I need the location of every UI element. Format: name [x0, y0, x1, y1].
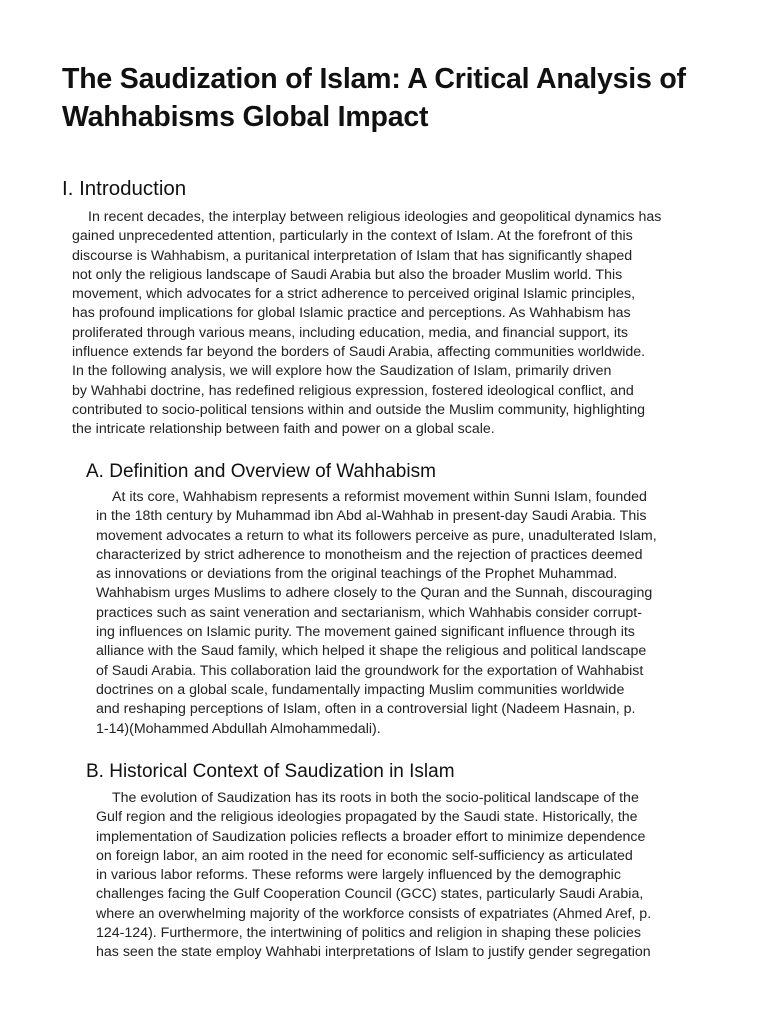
text-line: characterized by strict adherence to monotheism and the rejection of practices deemed	[96, 546, 643, 563]
text-line: in the 18th century by Muhammad ibn Abd al-Wahhab in present-day Saudi Arabia. This	[96, 508, 647, 525]
text-line: The evolution of Saudization has its roots in both the socio-political landscape of the	[112, 790, 639, 806]
text-line: doctrines on a global scale, fundamentally impacting Muslim communities worldwide	[96, 681, 625, 698]
historical-context-paragraph	[96, 789, 726, 963]
text-line: as innovations or deviations from the original teachings of the Prophet Muhammad.	[96, 566, 618, 583]
document-title	[62, 60, 742, 136]
text-line: challenges facing the Gulf Cooperation Council (GCC) states, particularly Saudi Arabia,	[96, 886, 644, 903]
text-line: by Wahhabi doctrine, has redefined religious expression, fostered ideological conflict, and	[72, 382, 634, 399]
text-line: movement advocates a return to what its followers perceive as pure, unadulterated Islam,	[96, 527, 657, 544]
text-line: movement, which advocates for a strict adherence to perceived original Islamic principles,	[72, 286, 636, 303]
section-heading-definition: A. Definition and Overview of Wahhabism	[86, 461, 436, 482]
section-heading-introduction: I. Introduction	[62, 177, 187, 200]
text-line: not only the religious landscape of Saudi Arabia but also the broader Muslim world. This	[72, 266, 623, 283]
text-line: Wahhabism urges Muslims to adhere closely to the Quran and the Sunnah, discouraging	[96, 585, 653, 602]
text-line: Gulf region and the religious ideologies propagated by the Saudi state. Historically, the	[96, 809, 638, 826]
text-line: contributed to socio-political tensions within and outside the Muslim community, highlighting	[72, 401, 646, 418]
text-line: the intricate relationship between faith and power on a global scale.	[72, 421, 495, 438]
text-line: In the following analysis, we will explore how the Saudization of Islam, primarily driven	[72, 363, 612, 380]
definition-paragraph	[96, 488, 726, 739]
text-line: alliance with the Saud family, which helped it shape the religious and political landscape	[96, 643, 647, 660]
introduction-paragraph	[72, 208, 722, 440]
text-line: on foreign labor, an aim rooted in the need for economic self-sufficiency as articulated	[96, 847, 633, 864]
section-heading-historical-context: B. Historical Context of Saudization in Islam	[86, 761, 455, 782]
text-line: of Saudi Arabia. This collaboration laid the groundwork for the exportation of Wahhabist	[96, 662, 644, 679]
text-line: 1-14)(Mohammed Abdullah Almohammedali).	[96, 720, 381, 737]
text-line: proliferated through various means, including education, media, and financial support, its	[72, 324, 629, 341]
text-line: has seen the state employ Wahhabi interpretations of Islam to justify gender segregation	[96, 944, 651, 961]
text-line: 124-124). Furthermore, the intertwining of politics and religion in shaping these policies	[96, 925, 641, 942]
text-line: influence extends far beyond the borders of Saudi Arabia, affecting communities worldwide.	[72, 344, 646, 361]
text-line: discourse is Wahhabism, a puritanical interpretation of Islam that has significantly shaped	[72, 247, 633, 264]
text-line: and reshaping perceptions of Islam, often in a controversial light (Nadeem Hasnain, p.	[96, 701, 636, 718]
text-line: where an overwhelming majority of the workforce consists of expatriates (Ahmed Aref, p.	[96, 905, 652, 922]
text-line: gained unprecedented attention, particularly in the context of Islam. At the forefront of this	[72, 228, 633, 245]
text-line: has profound implications for global Islamic practice and perceptions. As Wahhabism has	[72, 305, 631, 322]
text-line: In recent decades, the interplay between religious ideologies and geopolitical dynamics has	[88, 209, 662, 225]
title-line: Wahhabisms Global Impact	[62, 101, 429, 133]
text-line: implementation of Saudization policies reflects a broader effort to minimize dependence	[96, 828, 646, 845]
text-line: in various labor reforms. These reforms were largely influenced by the demographic	[96, 867, 621, 884]
text-line: ing influences on Islamic purity. The movement gained significant influence through its	[96, 624, 635, 641]
text-line: At its core, Wahhabism represents a reformist movement within Sunni Islam, founded	[112, 489, 647, 505]
title-line: The Saudization of Islam: A Critical Analysis of	[62, 63, 686, 95]
text-line: practices such as saint veneration and sectarianism, which Wahhabis consider corrupt-	[96, 604, 642, 621]
